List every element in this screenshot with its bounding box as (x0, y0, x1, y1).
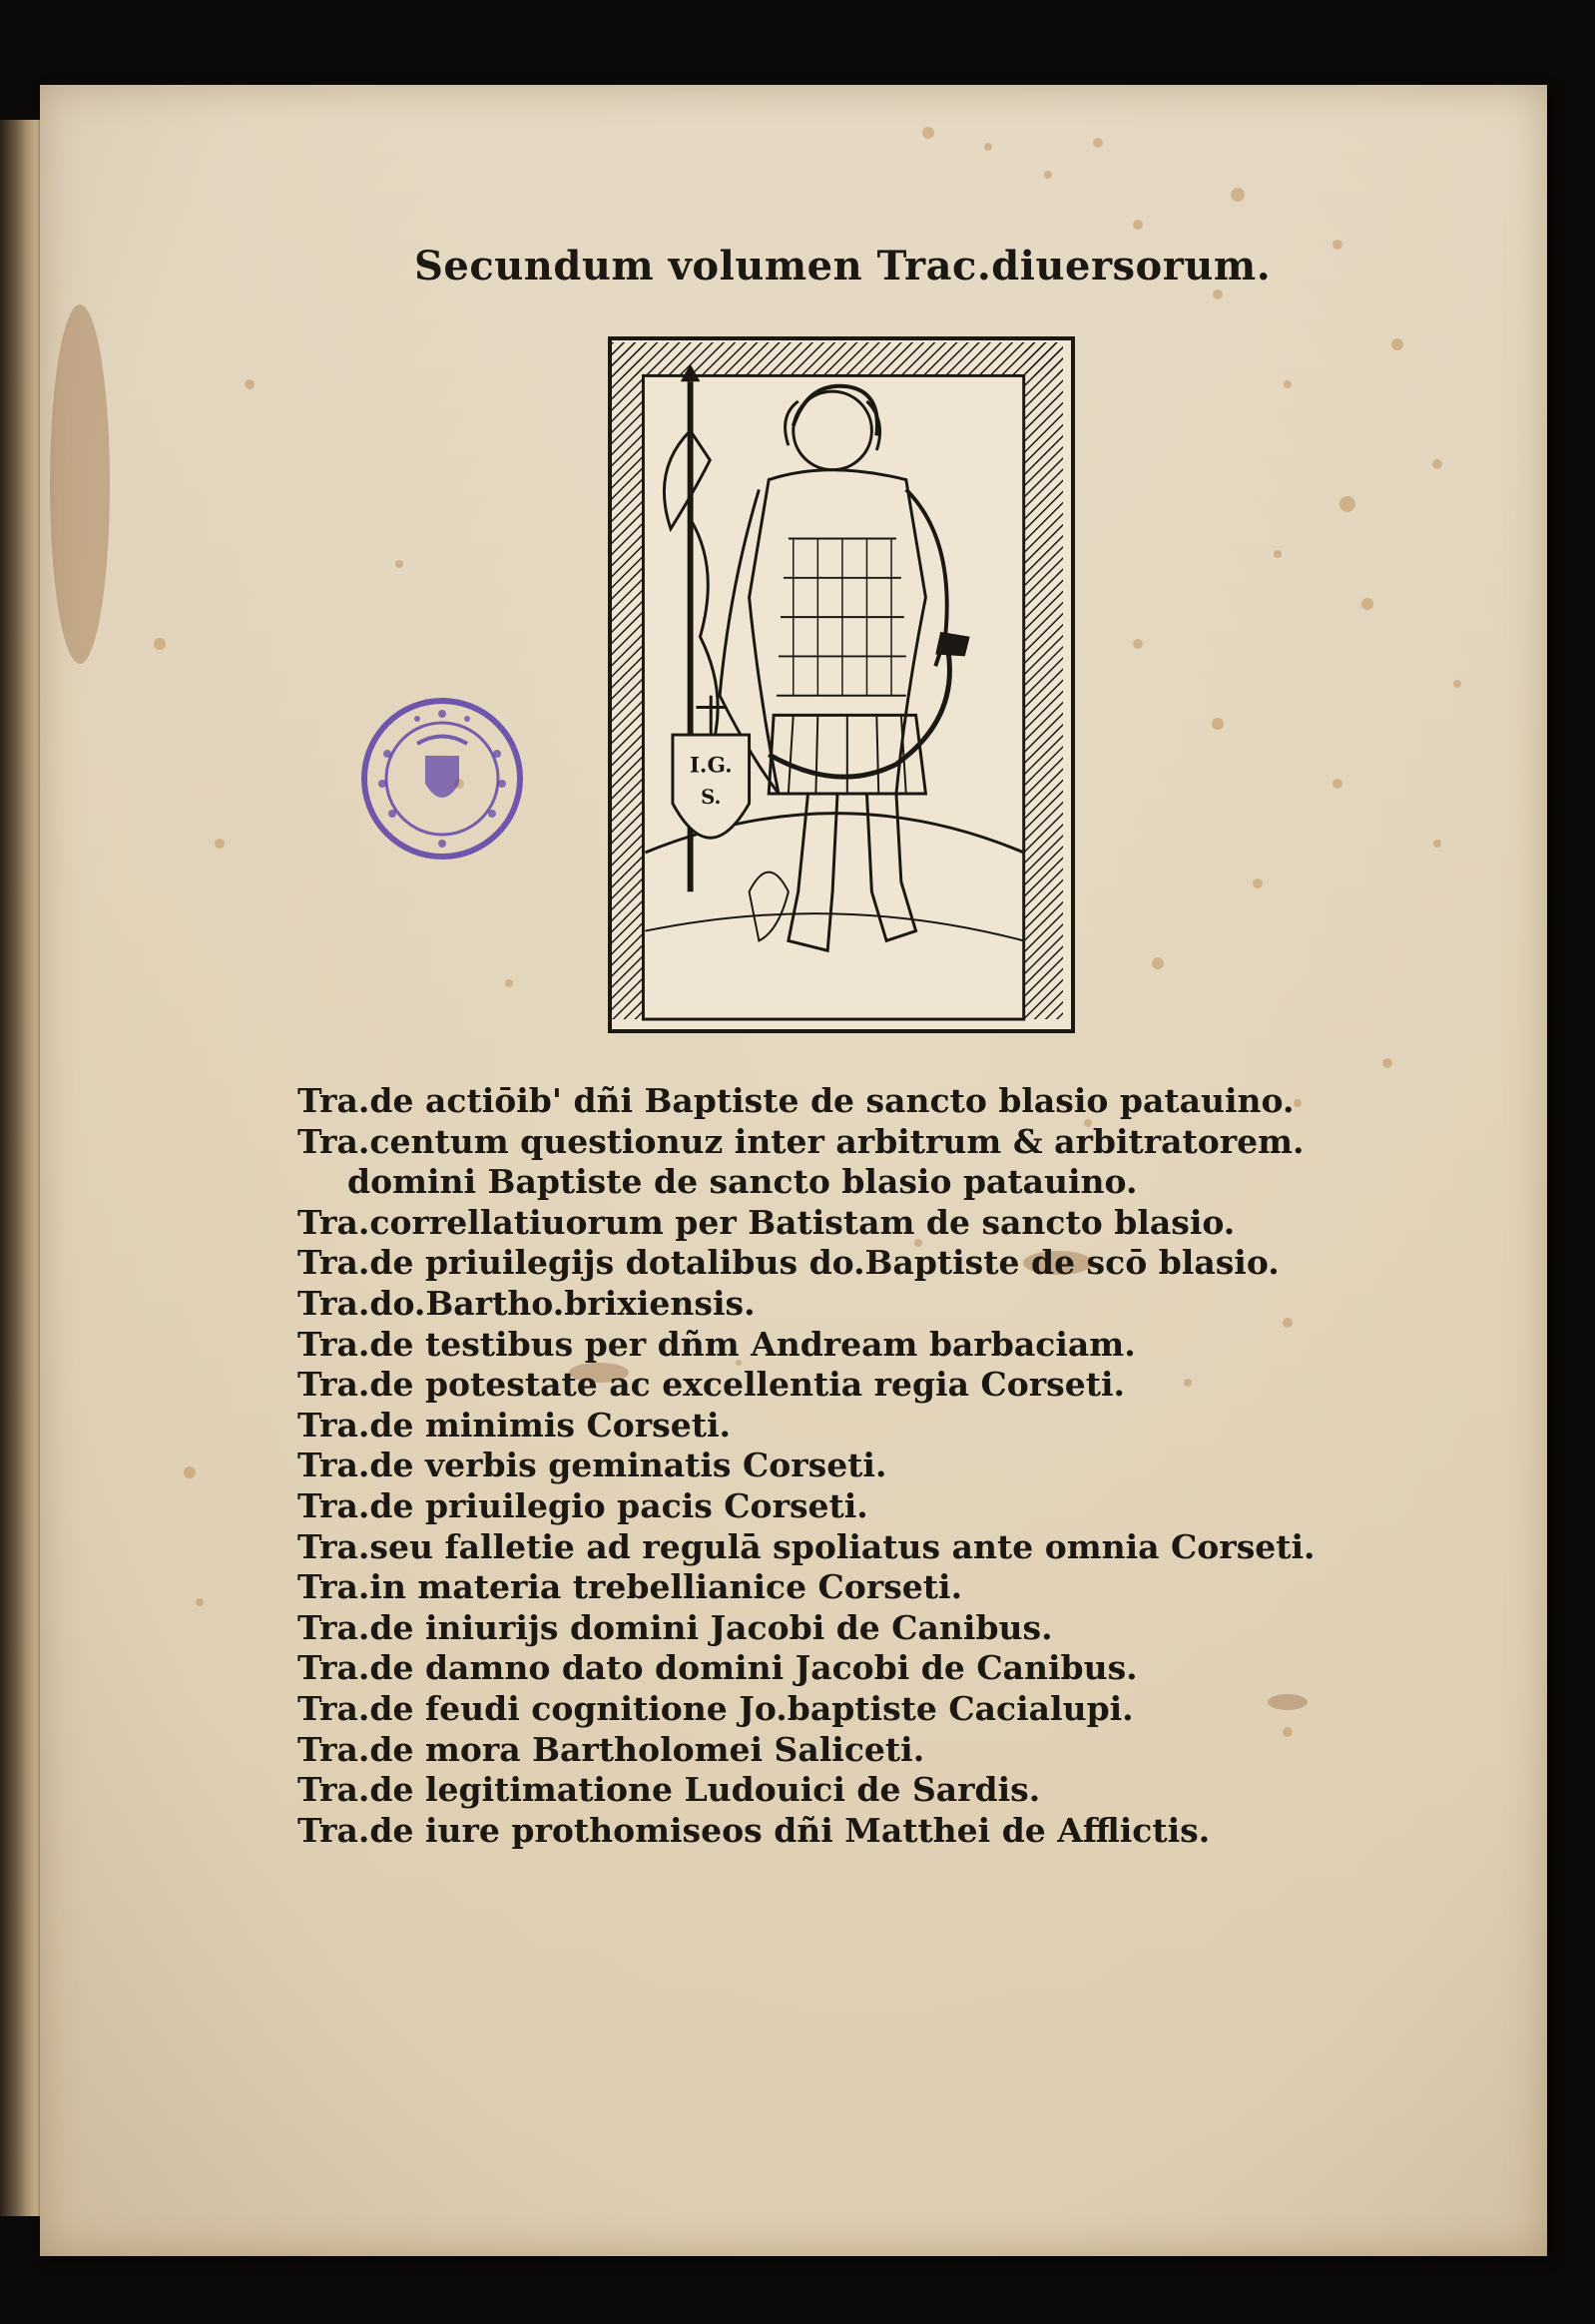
contents-entry: Tra.de iniurijs domini Jacobi de Canibus. (297, 1607, 1053, 1647)
contents-list (297, 1081, 1345, 1851)
contents-entry: Tra.de damno dato domini Jacobi de Canibus. (297, 1648, 1138, 1688)
library-seal-icon (347, 684, 547, 883)
woodcut-initials-bottom: S. (701, 785, 722, 809)
page-title: Secundum volumen Trac.diuersorum. (414, 243, 1272, 290)
contents-entry: Tra.seu falletie ad regulā spoliatus ante omnia Corseti. (297, 1526, 1316, 1566)
book-page (40, 85, 1547, 2256)
contents-entry: Tra.de minimis Corseti. (297, 1405, 731, 1445)
contents-entry: Tra.de iure prothomiseos dñi Matthei de Afflictis. (297, 1810, 1211, 1850)
contents-entry: Tra.centum questionuz inter arbitrum & arbitratorem. (297, 1121, 1305, 1161)
contents-entry: Tra.de priuilegijs dotalibus do.Baptiste de scō blasio. (297, 1243, 1280, 1283)
contents-entry: Tra.de priuilegio pacis Corseti. (297, 1485, 868, 1525)
knight-figure-icon (612, 340, 1063, 1021)
woodcut-illustration (608, 336, 1075, 1033)
contents-entry: Tra.de mora Bartholomei Saliceti. (297, 1729, 925, 1769)
contents-entry: Tra.de feudi cognitione Jo.baptiste Cacialupi. (297, 1688, 1134, 1728)
contents-entry: Tra.de verbis geminatis Corseti. (297, 1446, 887, 1485)
contents-entry: Tra.correllatiuorum per Batistam de sancto blasio. (297, 1202, 1236, 1242)
contents-entry: Tra.in materia trebellianice Corseti. (297, 1567, 963, 1607)
contents-entry: domini Baptiste de sancto blasio patauino. (347, 1162, 1138, 1202)
contents-entry: Tra.do.Bartho.brixiensis. (297, 1283, 756, 1323)
contents-entry: Tra.de actiōib' dñi Baptiste de sancto blasio patauino. (297, 1081, 1295, 1120)
contents-entry: Tra.de testibus per dñm Andream barbaciam. (297, 1324, 1136, 1364)
contents-entry: Tra.de potestate ac excellentia regia Corseti. (297, 1365, 1126, 1405)
contents-entry: Tra.de legitimatione Ludouici de Sardis. (297, 1770, 1041, 1810)
woodcut-initials-top: I.G. (689, 753, 733, 779)
